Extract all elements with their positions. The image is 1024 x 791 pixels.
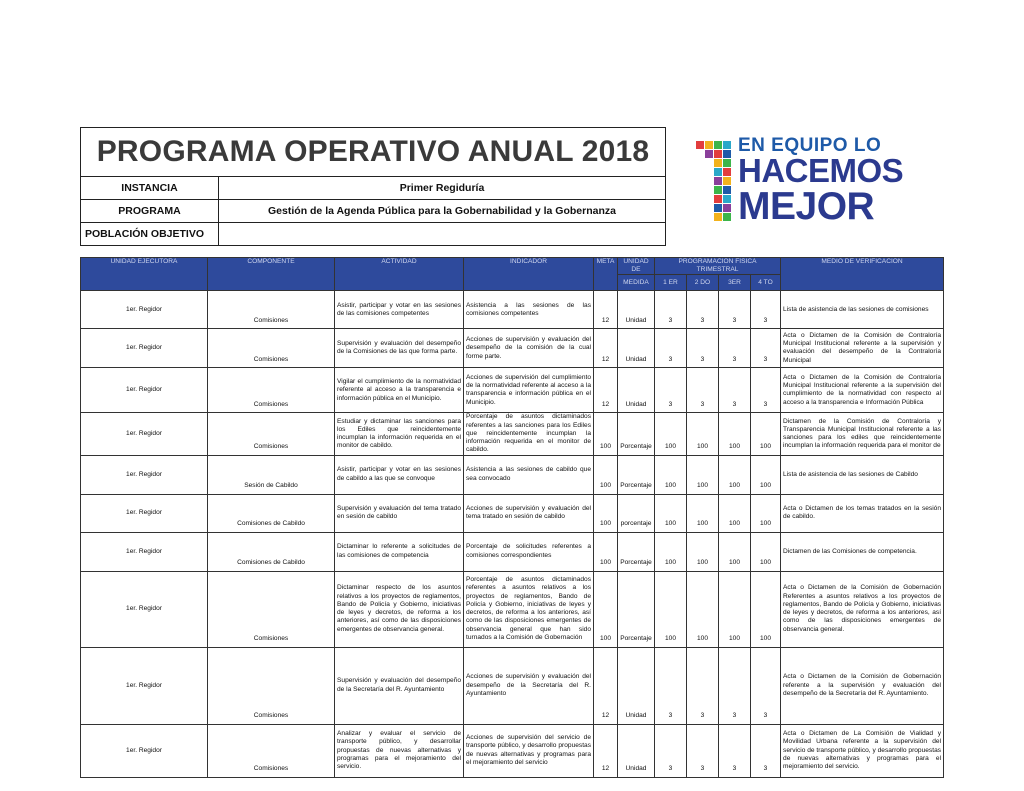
q4-cell: 100 — [751, 455, 781, 494]
meta-cell: 12 — [594, 368, 618, 413]
table-row — [81, 532, 944, 571]
instancia-label: INSTANCIA — [81, 177, 219, 200]
q3-cell: 100 — [719, 571, 751, 647]
componente-cell: Comisiones — [208, 647, 335, 724]
instancia-value: Primer Regiduría — [219, 177, 666, 200]
indicador-cell: Acciones de supervisión del servicio de transporte público, y desarrollo propuestas de nuevas alternativas y programas para el mejoramiento del servicio — [464, 724, 594, 777]
q4-cell: 3 — [751, 368, 781, 413]
q3-cell: 100 — [719, 532, 751, 571]
q4-cell: 3 — [751, 291, 781, 329]
indicador-cell: Acciones de supervisión y evaluación del desempeño de la Secretaría del R. Ayuntamiento — [464, 647, 594, 724]
programa-label: PROGRAMA — [81, 200, 219, 223]
col-header-q2: 2 DO — [687, 275, 719, 291]
componente-cell: Sesión de Cabildo — [208, 455, 335, 494]
indicador-cell: Acciones de supervisión y evaluación del tema tratado en sesión de cabildo — [464, 494, 594, 532]
q3-cell: 100 — [719, 494, 751, 532]
unidad-cell: 1er. Regidor — [81, 571, 208, 647]
poblacion-value — [219, 223, 666, 246]
col-header-actividad: ACTIVIDAD — [335, 258, 464, 291]
unidad-cell: 1er. Regidor — [81, 368, 208, 413]
q4-cell: 3 — [751, 329, 781, 368]
col-header-programacion: PROGRAMACIÓN FÍSICA TRIMESTRAL — [655, 258, 781, 275]
col-header-componente: COMPONENTE — [208, 258, 335, 291]
q3-cell: 3 — [719, 291, 751, 329]
medida-cell: Porcentaje — [618, 571, 655, 647]
q2-cell: 100 — [687, 494, 719, 532]
medida-cell: Unidad — [618, 724, 655, 777]
verificacion-cell: Acta o Dictamen de la Comisión de Gobernación referente a la supervisión y evaluación del desempeño de la Secretaría del R. Ayuntamiento. — [781, 647, 944, 724]
table-row — [81, 571, 944, 647]
q1-cell: 100 — [655, 571, 687, 647]
col-header-unidad-de: UNIDAD DE — [618, 258, 655, 275]
page-title: PROGRAMA OPERATIVO ANUAL 2018 — [81, 128, 666, 177]
medida-cell: porcentaje — [618, 494, 655, 532]
table-row — [81, 647, 944, 724]
q1-cell: 100 — [655, 413, 687, 455]
indicador-cell: Acciones de supervisión del cumplimiento de la normatividad referente al acceso a la transparencia e información pública en el Municipio. — [464, 368, 594, 413]
verificacion-cell: Acta o Dictamen de La Comisión de Vialidad y Movilidad Urbana referente a la supervisión del servicio de transporte público, y desarrollo propuestas de nuevas alternativas y programas para el mejoramiento del servicio. — [781, 724, 944, 777]
q1-cell: 3 — [655, 724, 687, 777]
medida-cell: Porcentaje — [618, 413, 655, 455]
unidad-cell: 1er. Regidor — [81, 291, 208, 329]
unidad-cell: 1er. Regidor — [81, 329, 208, 368]
q4-cell: 3 — [751, 724, 781, 777]
verificacion-cell: Dictamen de las Comisiones de competencia. — [781, 532, 944, 571]
actividad-cell: Dictaminar respecto de los asuntos relativos a los proyectos de reglamentos, Bando de Policía y Gobierno, iniciativas de leyes y decretos, de reforma a los anteriores, así como de las disposiciones emergentes de observancia general. — [335, 571, 464, 647]
poblacion-label: POBLACIÓN OBJETIVO — [81, 223, 219, 246]
componente-cell: Comisiones de Cabildo — [208, 494, 335, 532]
programa-value: Gestión de la Agenda Pública para la Gobernabilidad y la Gobernanza — [219, 200, 666, 223]
meta-cell: 100 — [594, 413, 618, 455]
col-header-indicador: INDICADOR — [464, 258, 594, 291]
table-row — [81, 329, 944, 368]
componente-cell: Comisiones — [208, 724, 335, 777]
col-header-medida: MEDIDA — [618, 275, 655, 291]
actividad-cell: Vigilar el cumplimiento de la normatividad referente al acceso a la transparencia e información pública en el Municipio. — [335, 368, 464, 413]
q1-cell: 3 — [655, 329, 687, 368]
meta-cell: 100 — [594, 494, 618, 532]
verificacion-cell: Acta o Dictamen de la Comisión de Contraloría Municipal Institucional referente a la supervisión del cumplimiento de la normatividad con respecto al acceso a la transparencia e Información Pública — [781, 368, 944, 413]
q2-cell: 3 — [687, 368, 719, 413]
actividad-cell: Supervisión y evaluación del tema tratado en sesión de cabildo — [335, 494, 464, 532]
meta-cell: 100 — [594, 532, 618, 571]
verificacion-cell: Lista de asistencia de las sesiones de Cabildo — [781, 455, 944, 494]
col-header-q1: 1 ER — [655, 275, 687, 291]
q4-cell: 3 — [751, 647, 781, 724]
q4-cell: 100 — [751, 571, 781, 647]
unidad-cell: 1er. Regidor — [81, 455, 208, 494]
unidad-cell: 1er. Regidor — [81, 724, 208, 777]
q3-cell: 100 — [719, 455, 751, 494]
col-header-unidad: UNIDAD EJECUTORA — [81, 258, 208, 291]
actividad-cell: Supervisión y evaluación del desempeño de la Secretaría del R. Ayuntamiento — [335, 647, 464, 724]
indicador-cell: Asistencia a las sesiones de las comisiones competentes — [464, 291, 594, 329]
q1-cell: 100 — [655, 455, 687, 494]
q2-cell: 100 — [687, 532, 719, 571]
logo — [694, 135, 924, 230]
logo-line-2: HACEMOS — [738, 152, 904, 189]
indicador-cell: Asistencia a las sesiones de cabildo que sea convocado — [464, 455, 594, 494]
q1-cell: 100 — [655, 532, 687, 571]
meta-cell: 12 — [594, 291, 618, 329]
q1-cell: 3 — [655, 647, 687, 724]
col-header-verificacion: MEDIO DE VERIFICACIÓN — [781, 258, 944, 291]
componente-cell: Comisiones — [208, 571, 335, 647]
medida-cell: Unidad — [618, 291, 655, 329]
table-row — [81, 291, 944, 329]
q1-cell: 3 — [655, 291, 687, 329]
medida-cell: Unidad — [618, 329, 655, 368]
q4-cell: 100 — [751, 532, 781, 571]
q3-cell: 100 — [719, 413, 751, 455]
indicador-cell: Porcentaje de asuntos dictaminados referentes a las sanciones para los Ediles que reincidentemente incumplan la información requerida en el monitor de cabildo. — [464, 413, 594, 455]
meta-cell: 12 — [594, 724, 618, 777]
table-row — [81, 368, 944, 413]
q3-cell: 3 — [719, 329, 751, 368]
meta-cell: 100 — [594, 571, 618, 647]
program-table — [80, 257, 944, 778]
q2-cell: 3 — [687, 329, 719, 368]
actividad-cell: Asistir, participar y votar en las sesiones de las comisiones competentes — [335, 291, 464, 329]
componente-cell: Comisiones — [208, 368, 335, 413]
meta-cell: 12 — [594, 329, 618, 368]
q2-cell: 100 — [687, 455, 719, 494]
meta-cell: 100 — [594, 455, 618, 494]
table-row — [81, 724, 944, 777]
verificacion-cell: Dictamen de la Comisión de Contraloría y Transparencia Municipal Institucional referente a las sanciones para los ediles que reincidentemente incumplan la información requerida para el monitor de — [781, 413, 944, 455]
componente-cell: Comisiones — [208, 413, 335, 455]
q2-cell: 3 — [687, 724, 719, 777]
q3-cell: 3 — [719, 724, 751, 777]
col-header-q4: 4 TO — [751, 275, 781, 291]
componente-cell: Comisiones — [208, 291, 335, 329]
q3-cell: 3 — [719, 368, 751, 413]
logo-mark-icon — [694, 137, 738, 229]
col-header-meta: META — [594, 258, 618, 291]
q2-cell: 3 — [687, 647, 719, 724]
header-table — [80, 127, 666, 246]
componente-cell: Comisiones de Cabildo — [208, 532, 335, 571]
q1-cell: 100 — [655, 494, 687, 532]
unidad-cell: 1er. Regidor — [81, 413, 208, 455]
meta-cell: 12 — [594, 647, 618, 724]
unidad-cell: 1er. Regidor — [81, 647, 208, 724]
table-row — [81, 455, 944, 494]
medida-cell: Porcentaje — [618, 455, 655, 494]
actividad-cell: Estudiar y dictaminar las sanciones para los Ediles que reincidentemente incumplan la información requerida en el monitor de cabildo. — [335, 413, 464, 455]
q2-cell: 100 — [687, 413, 719, 455]
col-header-q3: 3ER — [719, 275, 751, 291]
logo-line-1: EN EQUIPO LO — [738, 135, 882, 156]
unidad-cell: 1er. Regidor — [81, 532, 208, 571]
q1-cell: 3 — [655, 368, 687, 413]
actividad-cell: Dictaminar lo referente a solicitudes de las comisiones de competencia — [335, 532, 464, 571]
q3-cell: 3 — [719, 647, 751, 724]
verificacion-cell: Acta o Dictamen de la Comisión de Contraloría Municipal Institucional referente a la supervisión y evaluación del desempeño de la Contraloría Municipal — [781, 329, 944, 368]
indicador-cell: Acciones de supervisión y evaluación del desempeño de la comisión de la cual forme parte. — [464, 329, 594, 368]
actividad-cell: Analizar y evaluar el servicio de transporte público, y desarrollar propuestas de nuevas alternativas y programas para el mejoramiento del servicio. — [335, 724, 464, 777]
verificacion-cell: Lista de asistencia de las sesiones de comisiones — [781, 291, 944, 329]
actividad-cell: Asistir, participar y votar en las sesiones de cabildo a las que se convoque — [335, 455, 464, 494]
unidad-cell: 1er. Regidor — [81, 494, 208, 532]
logo-line-3: MEJOR — [738, 185, 875, 228]
actividad-cell: Supervisión y evaluación del desempeño de la Comisiones de las que forma parte. — [335, 329, 464, 368]
indicador-cell: Porcentaje de solicitudes referentes a comisiones correspondientes — [464, 532, 594, 571]
indicador-cell: Porcentaje de asuntos dictaminados referentes a asuntos relativos a los proyectos de reglamentos, Bando de Policía y Gobierno, iniciativas de leyes y decretos, de reforma a los anteriores, así como de las disposiciones emergentes de observancia general que han sido turnados a la Comisión de Gobernación — [464, 571, 594, 647]
medida-cell: Unidad — [618, 368, 655, 413]
table-row — [81, 494, 944, 532]
q2-cell: 3 — [687, 291, 719, 329]
medida-cell: Unidad — [618, 647, 655, 724]
verificacion-cell: Acta o Dictamen de los temas tratados en la sesión de cabildo. — [781, 494, 944, 532]
table-row — [81, 413, 944, 455]
medida-cell: Porcentaje — [618, 532, 655, 571]
verificacion-cell: Acta o Dictamen de la Comisión de Gobernación Referentes a asuntos relativos a los proyectos de reglamentos, Bando de Policía y Gobierno, iniciativas de leyes y decretos, de reforma a los anteriores, así como de las disposiciones emergentes de observancia general. — [781, 571, 944, 647]
componente-cell: Comisiones — [208, 329, 335, 368]
q2-cell: 100 — [687, 571, 719, 647]
q4-cell: 100 — [751, 413, 781, 455]
q4-cell: 100 — [751, 494, 781, 532]
